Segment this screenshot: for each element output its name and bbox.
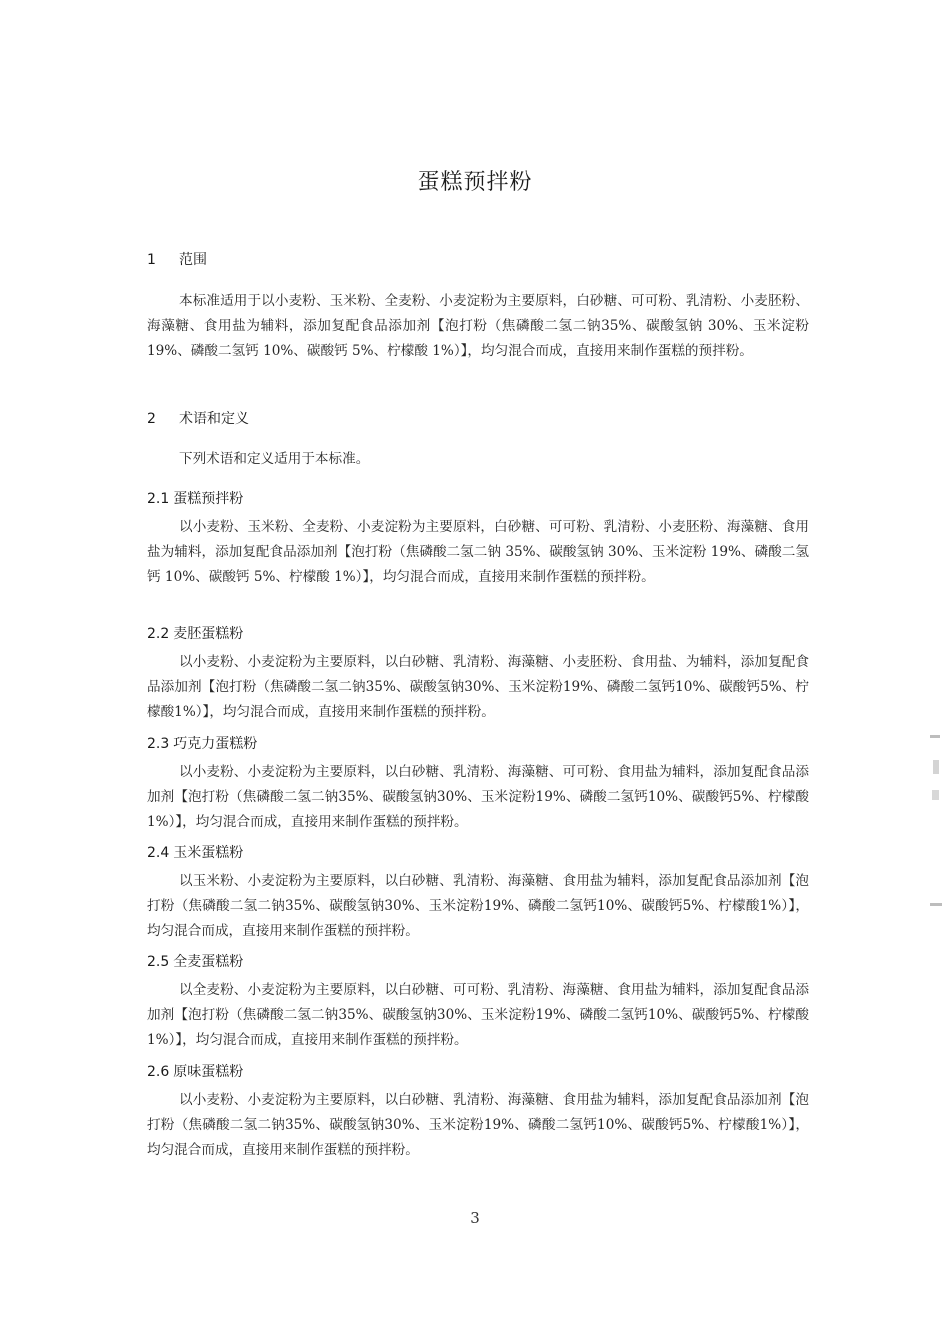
subsection-2-1-heading bbox=[147, 488, 243, 508]
subsection-title: 全麦蛋糕粉 bbox=[173, 954, 244, 970]
section-number: 1 bbox=[147, 252, 156, 268]
subsection-2-4-paragraph: 以玉米粉、小麦淀粉为主要原料，以白砂糖、乳清粉、海藻糖、食用盐为辅料，添加复配食品添加剂【泡打粉（焦磷酸二氢二钠35%、碳酸氢钠30%、玉米淀粉19%、磷酸二氢钙10%、碳酸钙5%、柠檬酸1%）】，均匀混合而成，直接用来制作蛋糕的预拌粉。 bbox=[147, 873, 809, 939]
subsection-2-5-heading bbox=[147, 951, 243, 971]
subsection-2-4-heading bbox=[147, 842, 243, 862]
page-number: 3 bbox=[470, 1209, 480, 1227]
scan-artifact bbox=[930, 735, 940, 738]
section-number: 2 bbox=[147, 411, 156, 427]
subsection-number: 2.2 bbox=[147, 626, 170, 642]
section-1-heading bbox=[147, 249, 207, 269]
subsection-2-3-heading bbox=[147, 733, 257, 753]
subsection-2-1-paragraph: 以小麦粉、玉米粉、全麦粉、小麦淀粉为主要原料，白砂糖、可可粉、乳清粉、小麦胚粉、海藻糖、食用盐为辅料，添加复配食品添加剂【泡打粉（焦磷酸二氢二钠 35%、碳酸氢钠 30%、玉米淀粉 19%、磷酸二氢钙 10%、碳酸钙 5%、柠檬酸 1%）】，均匀混合而成，直接用来制作蛋糕的预拌粉。 bbox=[147, 519, 809, 585]
subsection-2-5-paragraph: 以全麦粉、小麦淀粉为主要原料，以白砂糖、可可粉、乳清粉、海藻糖、食用盐为辅料，添加复配食品添加剂【泡打粉（焦磷酸二氢二钠35%、碳酸氢钠30%、玉米淀粉19%、磷酸二氢钙10%、碳酸钙5%、柠檬酸1%）】，均匀混合而成，直接用来制作蛋糕的预拌粉。 bbox=[147, 982, 809, 1048]
section-title: 术语和定义 bbox=[179, 411, 249, 427]
subsection-2-6-paragraph: 以小麦粉、小麦淀粉为主要原料，以白砂糖、乳清粉、海藻糖、食用盐为辅料，添加复配食品添加剂【泡打粉（焦磷酸二氢二钠35%、碳酸氢钠30%、玉米淀粉19%、磷酸二氢钙10%、碳酸钙5%、柠檬酸1%）】，均匀混合而成，直接用来制作蛋糕的预拌粉。 bbox=[147, 1092, 809, 1158]
scan-artifact bbox=[932, 790, 939, 800]
subsection-2-2-paragraph: 以小麦粉、小麦淀粉为主要原料，以白砂糖、乳清粉、海藻糖、小麦胚粉、食用盐、为辅料，添加复配食品添加剂【泡打粉（焦磷酸二氢二钠35%、碳酸氢钠30%、玉米淀粉19%、磷酸二氢钙10%、碳酸钙5%、柠檬酸1%）】，均匀混合而成，直接用来制作蛋糕的预拌粉。 bbox=[147, 654, 809, 720]
section-2-paragraph: 下列术语和定义适用于本标准。 bbox=[179, 451, 370, 467]
subsection-title: 巧克力蛋糕粉 bbox=[173, 736, 258, 752]
subsection-number: 2.4 bbox=[147, 845, 170, 861]
subsection-title: 蛋糕预拌粉 bbox=[173, 491, 244, 507]
subsection-number: 2.5 bbox=[147, 954, 170, 970]
document-title: 蛋糕预拌粉 bbox=[417, 170, 533, 195]
subsection-title: 原味蛋糕粉 bbox=[173, 1064, 244, 1080]
subsection-title: 麦胚蛋糕粉 bbox=[173, 626, 244, 642]
subsection-title: 玉米蛋糕粉 bbox=[173, 845, 244, 861]
subsection-number: 2.3 bbox=[147, 736, 170, 752]
scan-artifact bbox=[930, 903, 942, 906]
subsection-number: 2.6 bbox=[147, 1064, 170, 1080]
scan-artifact bbox=[933, 760, 939, 774]
section-2-heading bbox=[147, 408, 249, 428]
subsection-2-6-heading bbox=[147, 1061, 243, 1081]
subsection-2-2-heading bbox=[147, 623, 243, 643]
section-title: 范围 bbox=[179, 252, 207, 268]
section-1-paragraph: 本标准适用于以小麦粉、玉米粉、全麦粉、小麦淀粉为主要原料，白砂糖、可可粉、乳清粉、小麦胚粉、海藻糖、食用盐为辅料，添加复配食品添加剂【泡打粉（焦磷酸二氢二钠35%、碳酸氢钠 30%、玉米淀粉 19%、磷酸二氢钙 10%、碳酸钙 5%、柠檬酸 1%）】，均匀混合而成，直接用来制作蛋糕的预拌粉。 bbox=[147, 293, 809, 359]
subsection-number: 2.1 bbox=[147, 491, 170, 507]
subsection-2-3-paragraph: 以小麦粉、小麦淀粉为主要原料，以白砂糖、乳清粉、海藻糖、可可粉、食用盐为辅料，添加复配食品添加剂【泡打粉（焦磷酸二氢二钠35%、碳酸氢钠30%、玉米淀粉19%、磷酸二氢钙10%、碳酸钙5%、柠檬酸1%）】，均匀混合而成，直接用来制作蛋糕的预拌粉。 bbox=[147, 764, 809, 830]
